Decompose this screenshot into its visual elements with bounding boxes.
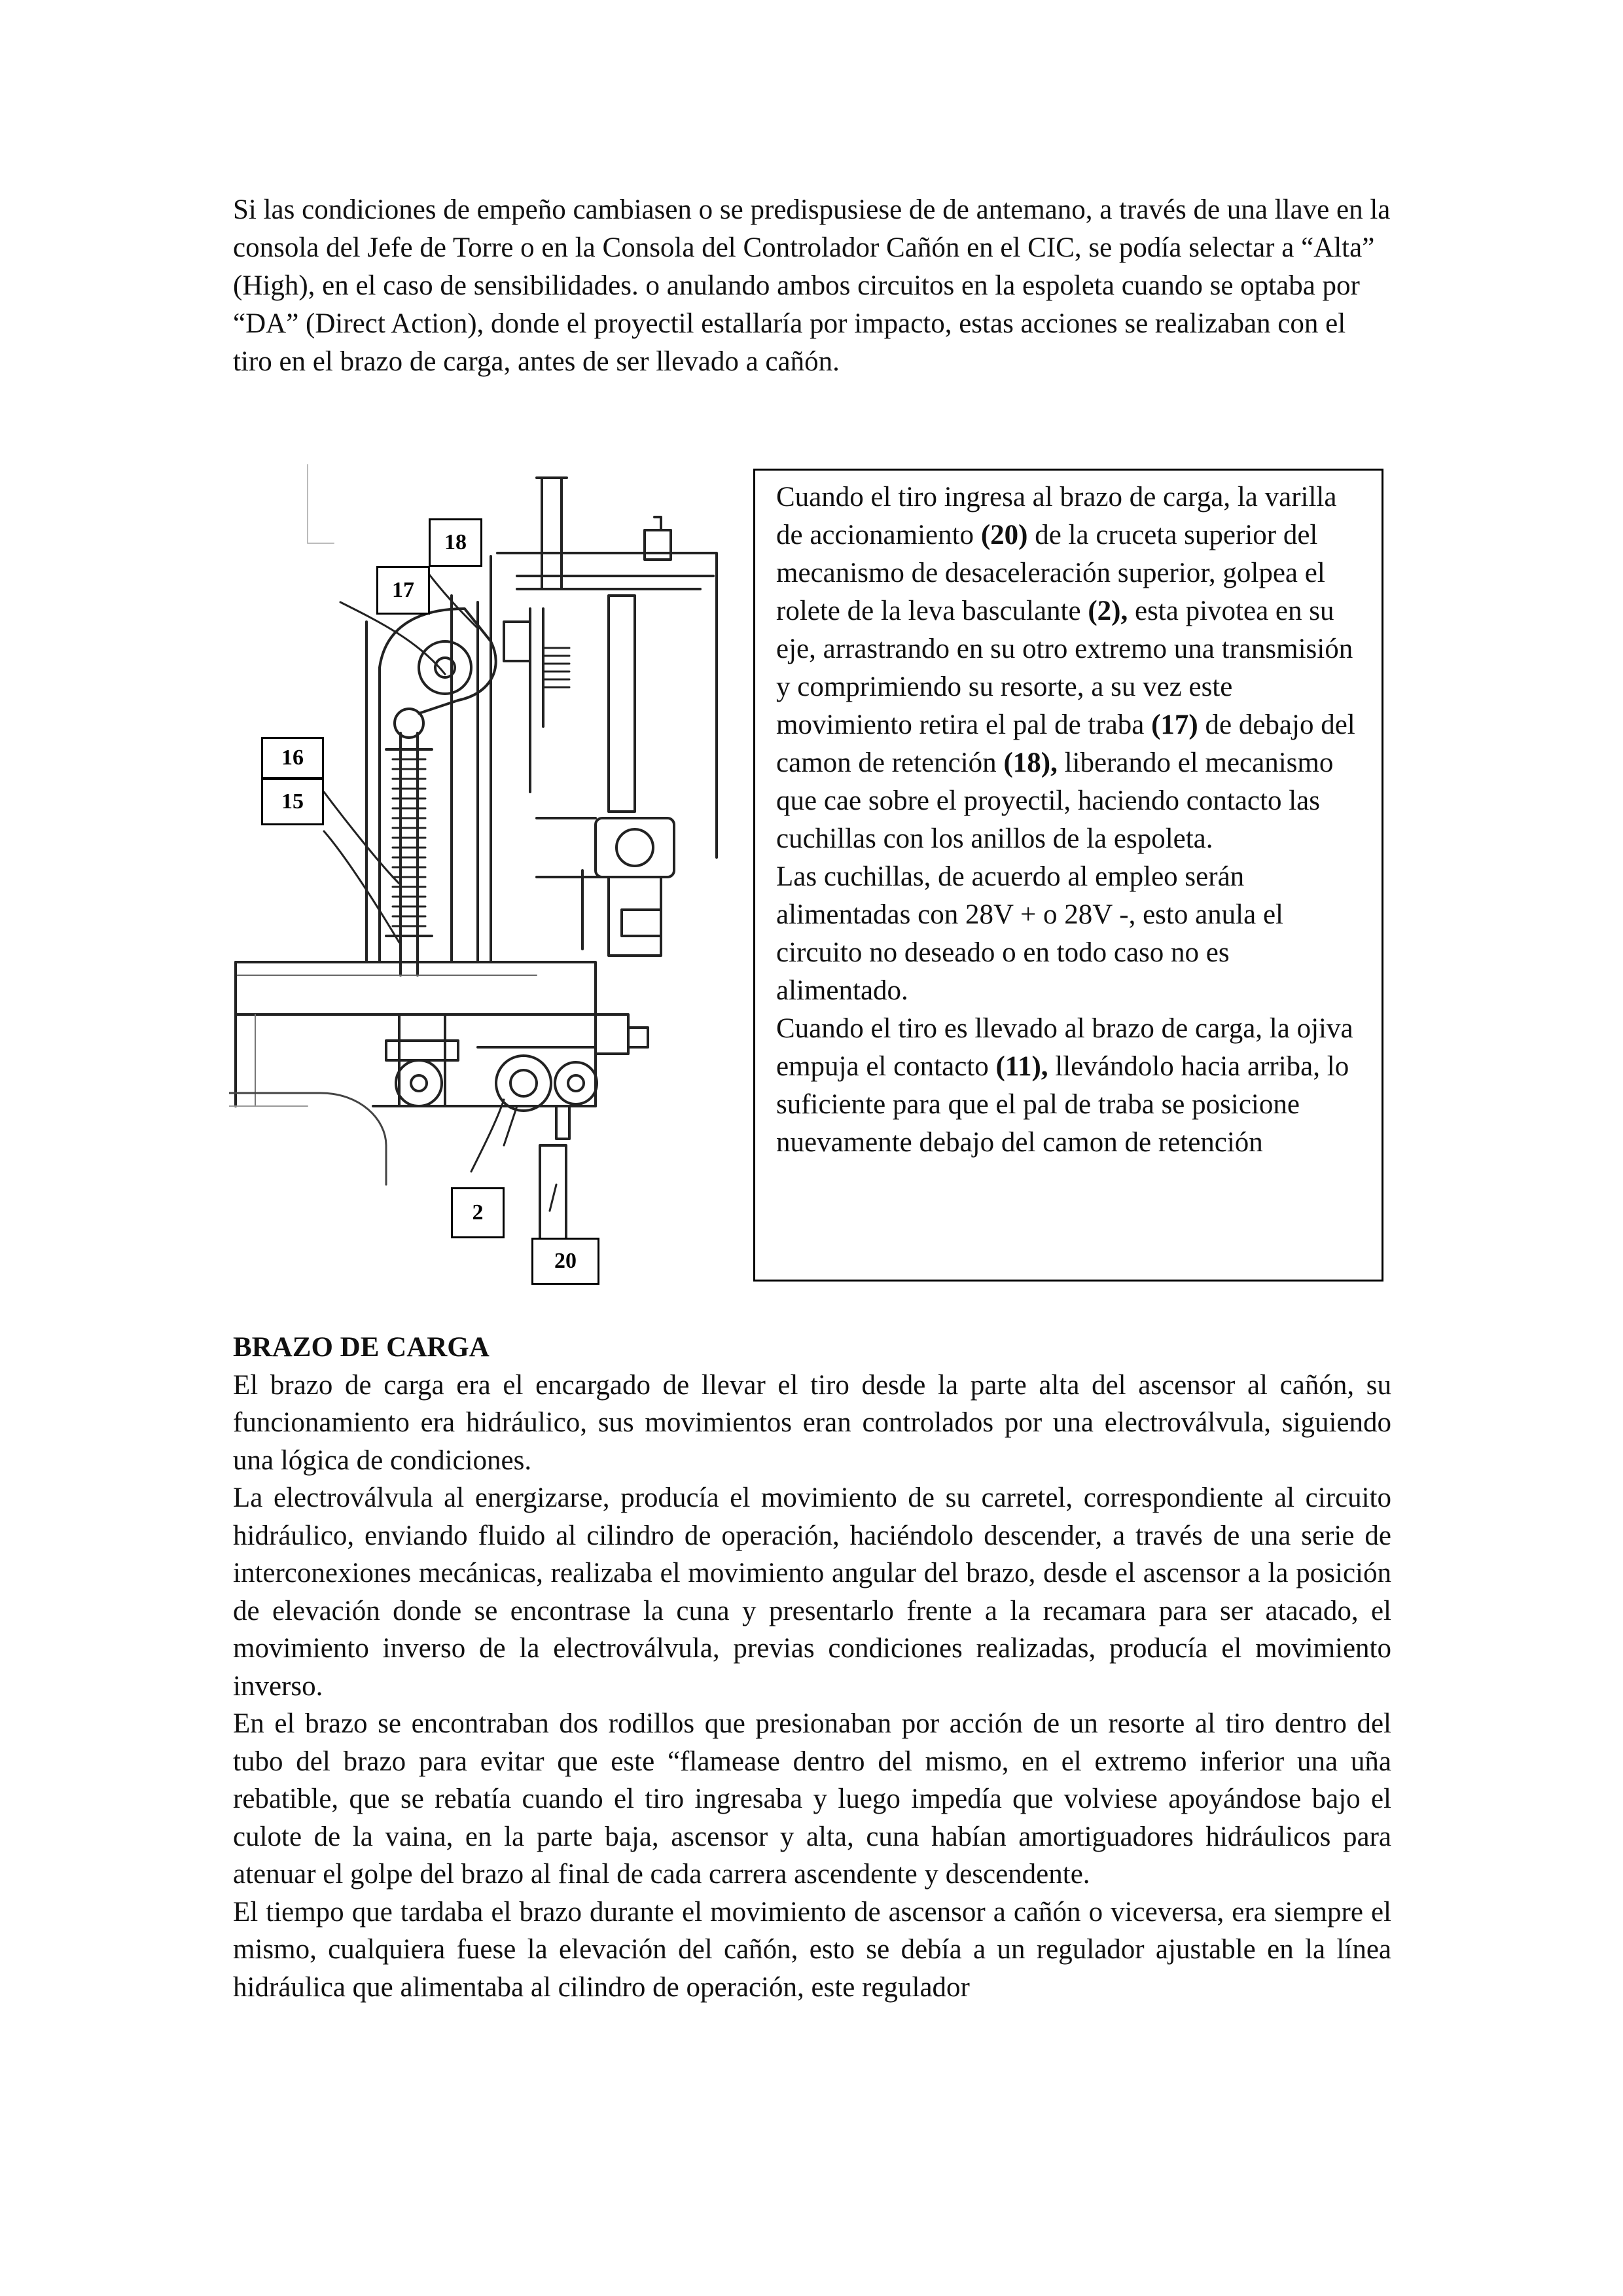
section-paragraph-2: La electroválvula al energizarse, producía el movimiento de su carretel, correspondiente al circuito hidráulico, enviando fluido al cilindro de operación, haciéndolo descender, a través de una serie de interconexiones mecánicas, realizaba el movimiento angular del brazo, desde el ascensor a la posición de elevación donde se encontrase la cuna y presentarlo frente a la recamara para ser atacado, el movimiento inverso de la electroválvula, previas condiciones realizadas, producía el movimiento inverso. bbox=[233, 1482, 1391, 1702]
intro-paragraph-block bbox=[233, 191, 1391, 381]
callout-paragraph-3 bbox=[776, 1010, 1362, 1162]
callout-paragraph-2: Las cuchillas, de acuerdo al empleo serán alimentadas con 28V + o 28V -, esto anula el circuito no deseado o en todo caso no es alimentado. bbox=[776, 861, 1283, 1006]
diagram-label-17: 17 bbox=[376, 566, 430, 615]
diagram-label-20: 20 bbox=[531, 1238, 599, 1285]
mechanism-diagram bbox=[229, 452, 746, 1296]
section-heading: BRAZO DE CARGA bbox=[233, 1332, 490, 1363]
section-paragraph-3: En el brazo se encontraban dos rodillos que presionaban por acción de un resorte al tiro dentro del tubo del brazo para evitar que este “flamease dentro del mismo, en el extremo inferior una uña rebatible, que se rebatía cuando el tiro ingresaba y luego impedía que volviese apoyándose bajo el culote de la vaina, en la parte baja, ascensor y alta, cuna habían amortiguadores hidráulicos para atenuar el golpe del brazo al final de cada carrera ascendente y descendente. bbox=[233, 1708, 1391, 1890]
diagram-label-18: 18 bbox=[429, 518, 482, 567]
callout-box bbox=[753, 469, 1383, 1282]
diagram-label-15: 15 bbox=[261, 778, 324, 825]
callout-ref-20: (20) bbox=[980, 520, 1028, 550]
callout-text: de debajo del camon de retención bbox=[776, 709, 1355, 778]
callout-text: liberando el mecanismo que cae sobre el proyectil, haciendo contacto las cuchillas con los anillos de la espoleta. bbox=[776, 747, 1334, 854]
brazo-de-carga-section bbox=[233, 1329, 1391, 2006]
section-paragraph-4: El tiempo que tardaba el brazo durante el movimiento de ascensor a cañón o viceversa, era siempre el mismo, cualquiera fuese la elevación del cañón, esto se debía a un regulador ajustable en la línea hidráulica que alimentaba al cilindro de operación, este regulador bbox=[233, 1896, 1391, 2003]
callout-text: Cuando el tiro ingresa al brazo de carga, la varilla de accionamiento bbox=[776, 482, 1337, 550]
mechanism-drawing bbox=[229, 452, 746, 1296]
diagram-label-16: 16 bbox=[261, 737, 324, 779]
callout-ref-2: (2), bbox=[1088, 596, 1128, 626]
callout-text: esta pivotea en su eje, arrastrando en su otro extremo una transmisión y comprimiendo su resorte, a su vez este movimiento retira el pal de traba bbox=[776, 596, 1353, 740]
callout-ref-18: (18), bbox=[1003, 747, 1058, 778]
callout-ref-11: (11), bbox=[995, 1051, 1048, 1082]
callout-text: de la cruceta superior del mecanismo de desaceleración superior, golpea el rolete de la leva basculante bbox=[776, 520, 1325, 626]
intro-paragraph: Si las condiciones de empeño cambiasen o se predispusiese de de antemano, a través de una llave en la consola del Jefe de Torre o en la Consola del Controlador Cañón en el CIC, se podía selectar a “Alta” (High), en el caso de sensibilidades. o anulando ambos circuitos en la espoleta cuando se optaba por “DA” (Direct Action), donde el proyectil estallaría por impacto, estas acciones se realizaban con el tiro en el brazo de carga, antes de ser llevado a cañón. bbox=[233, 194, 1391, 377]
callout-text: Cuando el tiro es llevado al brazo de carga, la ojiva empuja el contacto bbox=[776, 1013, 1353, 1082]
section-paragraph-1: El brazo de carga era el encargado de llevar el tiro desde la parte alta del ascensor al cañón, su funcionamiento era hidráulico, sus movimientos eran controlados por una electroválvula, siguiendo una lógica de condiciones. bbox=[233, 1369, 1391, 1476]
callout-paragraph-1 bbox=[776, 478, 1362, 858]
diagram-label-2: 2 bbox=[451, 1187, 505, 1238]
callout-ref-17: (17) bbox=[1151, 709, 1198, 740]
callout-text: llevándolo hacia arriba, lo suficiente para que el pal de traba se posicione nuevamente debajo del camon de retención bbox=[776, 1051, 1349, 1158]
